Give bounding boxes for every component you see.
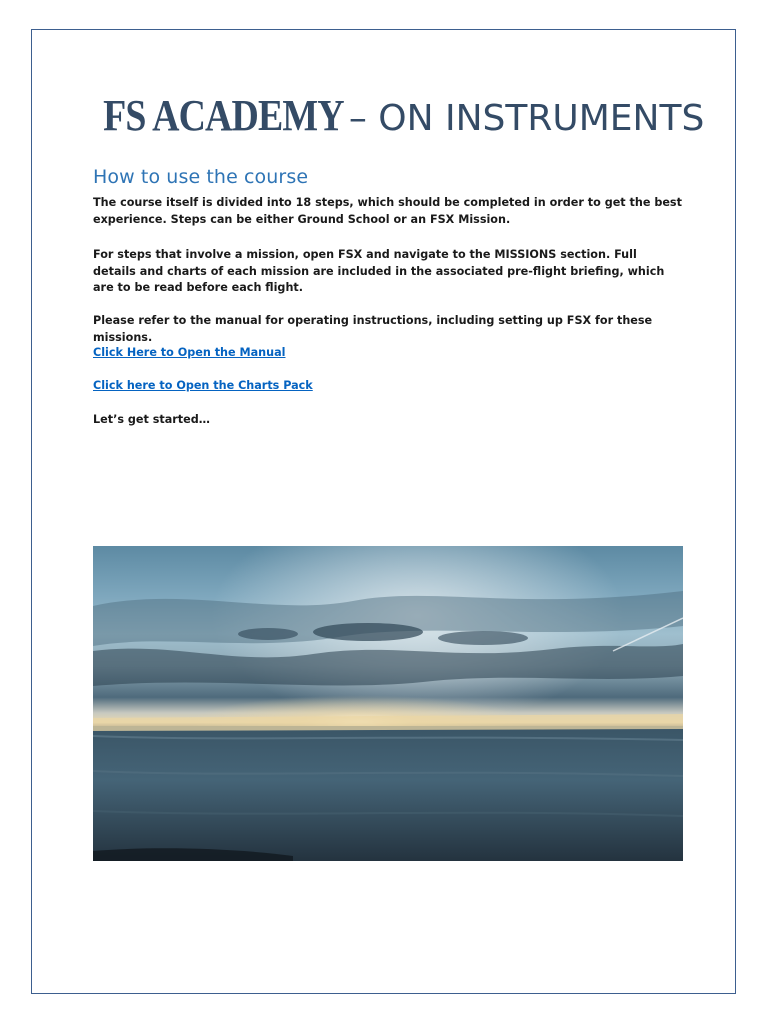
document-title [0,86,768,155]
sunset-sky-photo [93,546,683,861]
manual-paragraph: Please refer to the manual for operating instructions, including setting up FSX for these missions. [93,314,653,344]
open-charts-pack-link[interactable]: Click here to Open the Charts Pack [93,379,313,392]
title-subtitle: – ON INSTRUMENTS [337,98,705,139]
section-heading: How to use the course [93,166,309,188]
intro-paragraph: The course itself is divided into 18 steps, which should be completed in order to get the best experience. Steps can be either Ground School or an FSX Mission. [93,196,682,226]
open-manual-link[interactable]: Click Here to Open the Manual [93,346,286,359]
missions-paragraph: For steps that involve a mission, open FSX and navigate to the MISSIONS section. Full details and charts of each mission are included in the associated pre-flight briefing, which are to be read before each flight. [93,248,665,294]
lets-get-started-text: Let’s get started… [93,413,210,426]
title-brand: FS ACADEMY [102,91,344,140]
sky-image-svg [93,546,683,861]
